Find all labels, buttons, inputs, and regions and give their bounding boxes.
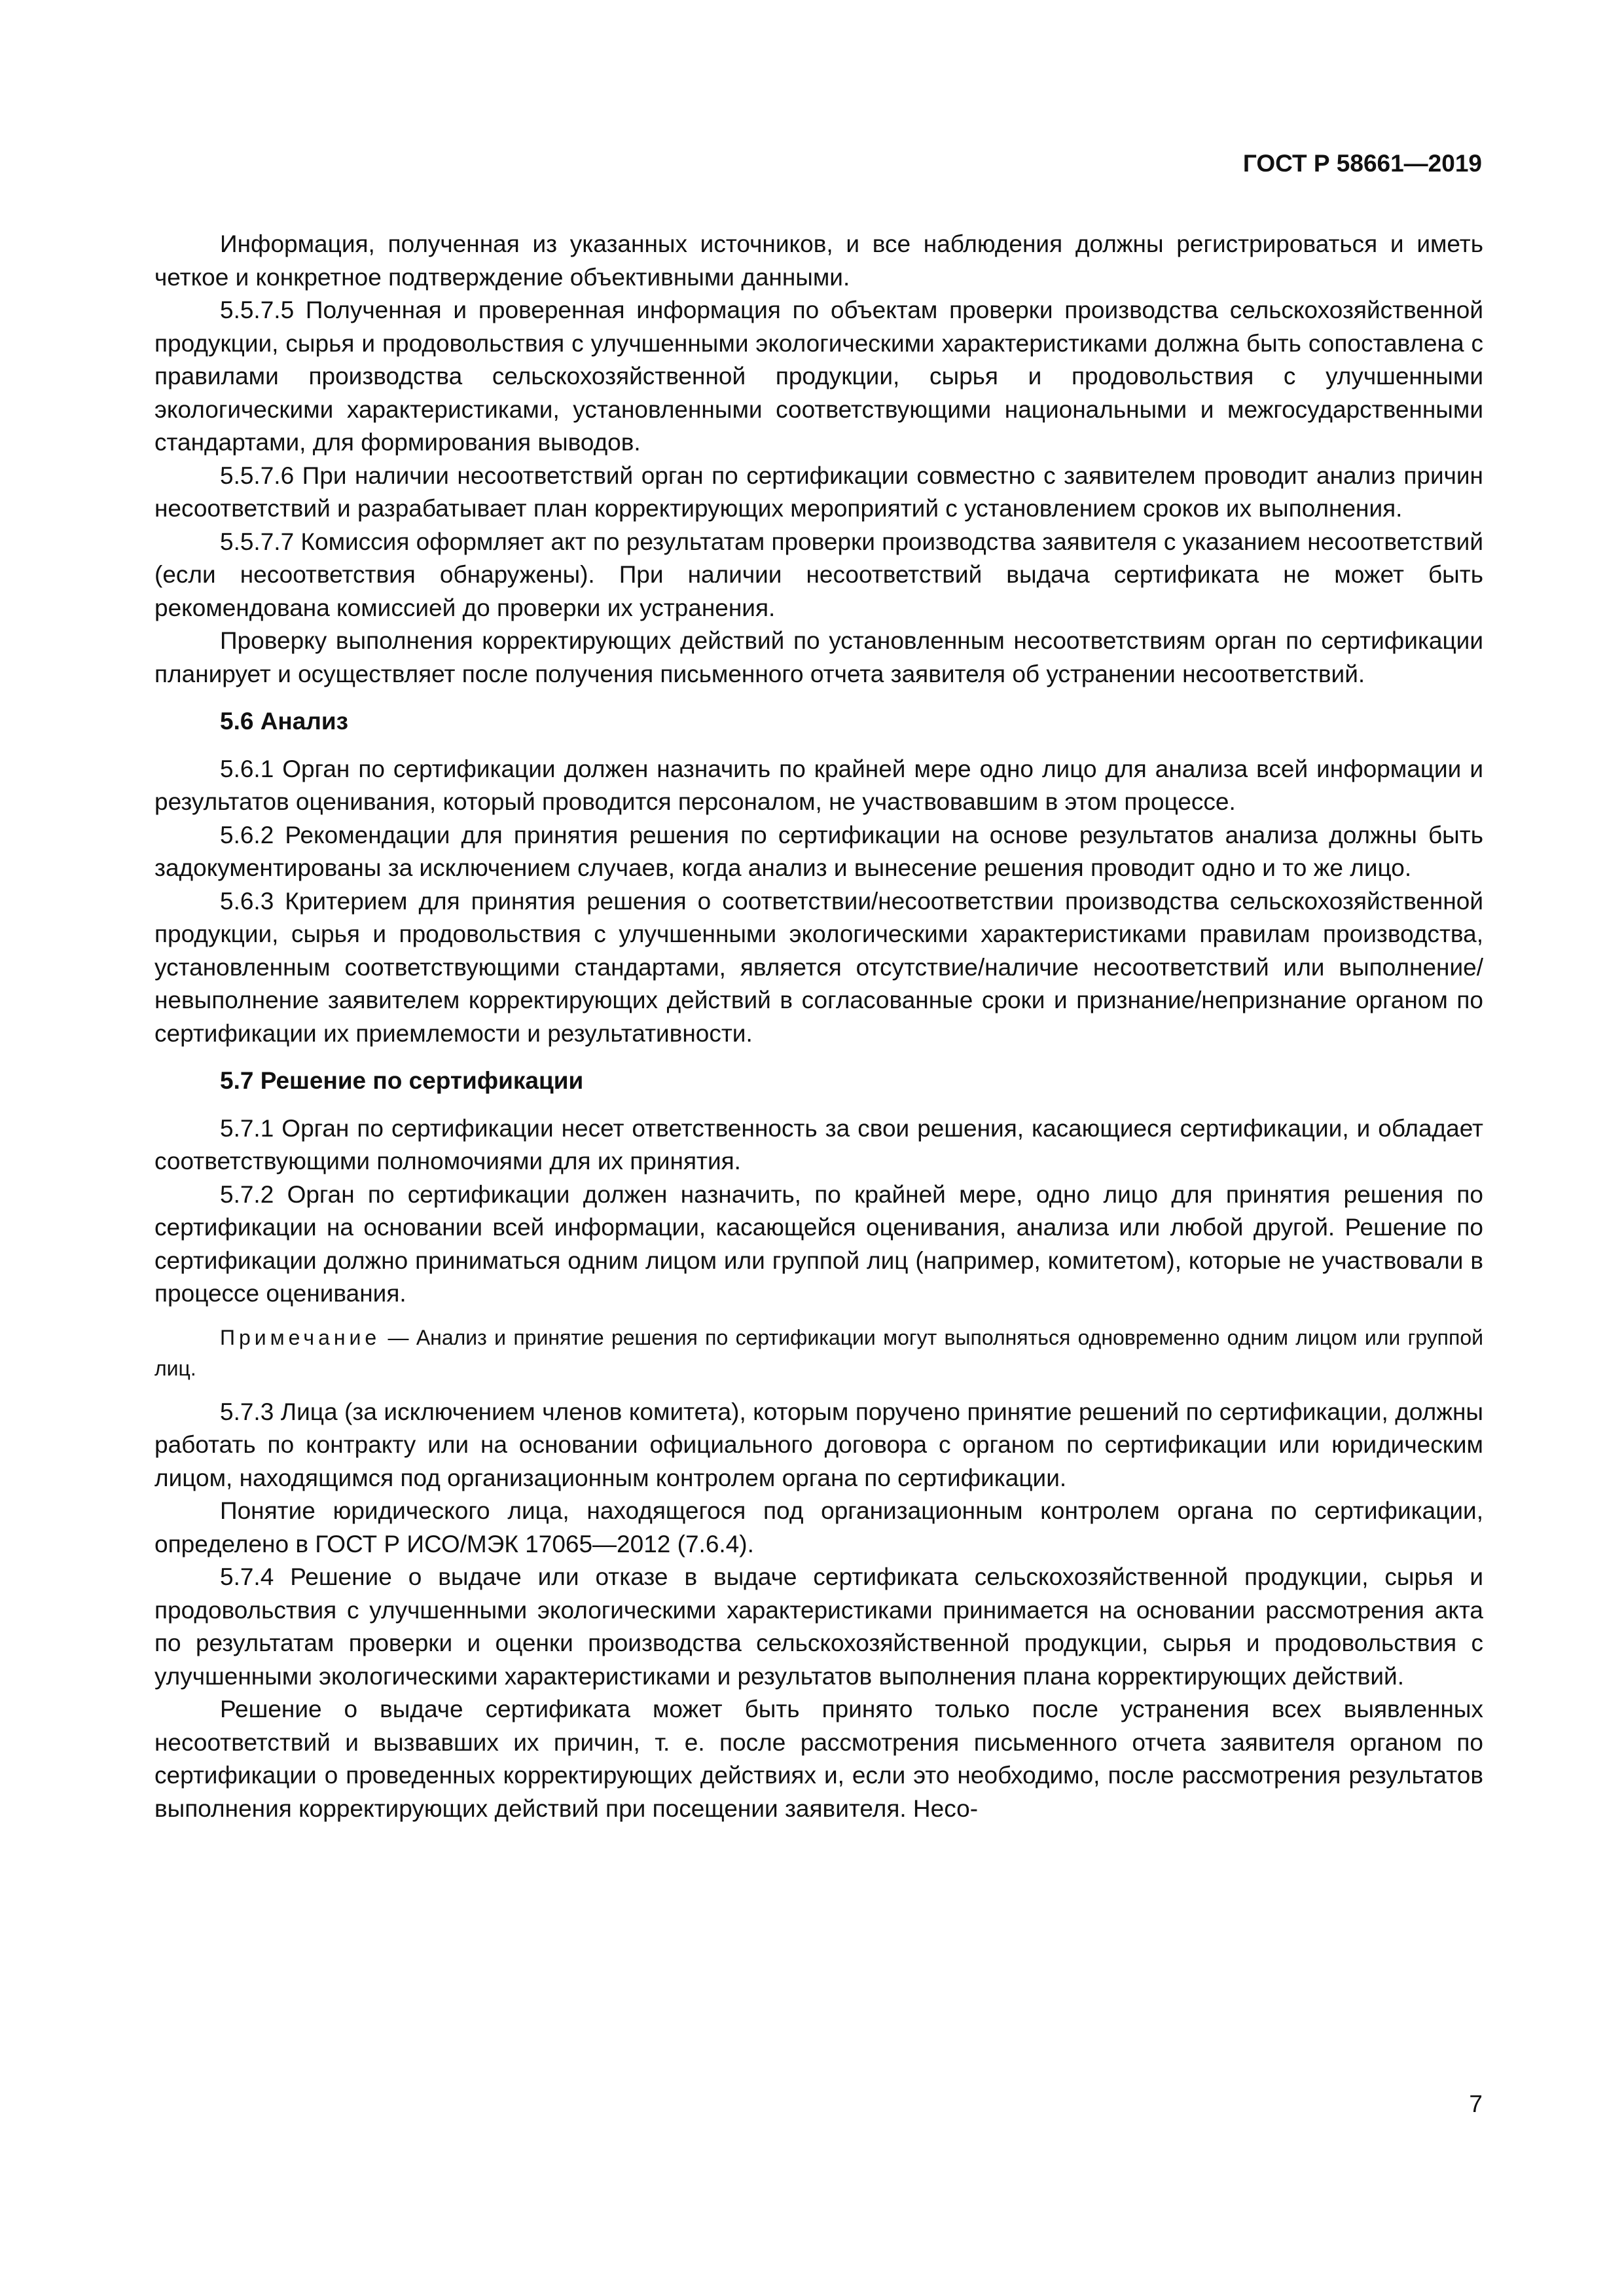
paragraph: Проверку выполнения корректирующих действий по установленным несоответствиям орган по сертификации планирует и осуществляет после получения письменного отчета заявителя об устранении несоответствий. (154, 627, 1483, 687)
paragraph-5-7-2: 5.7.2 Орган по сертификации должен назначить, по крайней мере, одно лицо для принятия решения по сертификации на основании всей информации, касающейся оценивания, анализа или любой другой. Решение по сертификации должно приниматься одним лицом или группой лиц (например, комитетом), которые не участвовали в процессе оценивания. (154, 1180, 1483, 1307)
note-label: Примечание (220, 1325, 381, 1349)
paragraph: Информация, полученная из указанных источников, и все наблюдения должны регистрироваться и иметь четкое и конкретное подтверждение объективными данными. (154, 230, 1483, 291)
section-heading-5-6: 5.6 Анализ (220, 708, 349, 735)
paragraph-5-5-7-6: 5.5.7.6 При наличии несоответствий орган по сертификации совместно с заявителем проводит анализ причин несоответствий и разрабатывает план корректирующих мероприятий с установлением сроков их выполнения. (154, 462, 1483, 522)
paragraph-5-7-3: 5.7.3 Лица (за исключением членов комитета), которым поручено принятие решений по сертификации, должны работать по контракту или на основании официального договора с органом по сертификации или юридическим лицом, находящимся под организационным контролем органа по сертификации. (154, 1398, 1483, 1491)
page-number: 7 (1469, 2090, 1483, 2117)
paragraph-5-6-3: 5.6.3 Критерием для принятия решения о соответствии/несоответствии производства сельскохозяйственной продукции, сырья и продовольствия с улучшенными экологическими характеристиками правилам производства, установленным соответствующими стандартами, является отсутствие/наличие несоответствий или выполнение/невыполнение заявителем корректирующих действий в согласованные сроки и признание/непризнание органом по сертификации их приемлемости и результативности. (154, 887, 1483, 1047)
paragraph-5-5-7-7: 5.5.7.7 Комиссия оформляет акт по результатам проверки производства заявителя с указанием несоответствий (если несоответствия обнаружены). При наличии несоответствий выдача сертификата не может быть рекомендована комиссией до проверки их устранения. (154, 528, 1483, 621)
section-heading-5-7: 5.7 Решение по сертификации (220, 1067, 584, 1094)
paragraph-5-7-4: 5.7.4 Решение о выдаче или отказе в выдаче сертификата сельскохозяйственной продукции, сырья и продовольствия с улучшенными экологическими характеристиками принимается на основании рассмотрения акта по результатам проверки и оценки производства сельскохозяйственной продукции, сырья и продовольствия с улучшенными экологическими характеристиками и результатов выполнения плана корректирующих действий. (154, 1563, 1483, 1690)
paragraph: Понятие юридического лица, находящегося под организационным контролем органа по сертификации, определено в ГОСТ Р ИСО/МЭК 17065—2012 (7.6.4). (154, 1497, 1483, 1558)
document-code-header: ГОСТ Р 58661—2019 (1242, 150, 1482, 177)
page-body (154, 228, 1483, 1825)
note (154, 1322, 1483, 1384)
paragraph-5-7-1: 5.7.1 Орган по сертификации несет ответственность за свои решения, касающиеся сертификации, и обладает соответствующими полномочиями для их принятия. (154, 1114, 1483, 1175)
paragraph-5-5-7-5: 5.5.7.5 Полученная и проверенная информация по объектам проверки производства сельскохозяйственной продукции, сырья и продовольствия с улучшенными экологическими характеристиками должна быть сопоставлена с правилами производства сельскохозяйственной продукции, сырья и продовольствия с улучшенными экологическими характеристиками, установленными соответствующими национальными и межгосударственными стандартами, для формирования выводов. (154, 297, 1483, 456)
paragraph-5-6-1: 5.6.1 Орган по сертификации должен назначить по крайней мере одно лицо для анализа всей информации и результатов оценивания, который проводится персоналом, не участвовавшим в этом процессе. (154, 755, 1483, 815)
paragraph: Решение о выдаче сертификата может быть принято только после устранения всех выявленных несоответствий и вызвавших их причин, т. е. после рассмотрения письменного отчета заявителя органом по сертификации о проведенных корректирующих действиях и, если это необходимо, после рассмотрения результатов выполнения корректирующих действий при посещении заявителя. Несо- (154, 1696, 1483, 1822)
note-text: — Анализ и принятие решения по сертификации могут выполняться одновременно одним лицом или группой лиц. (154, 1325, 1483, 1380)
paragraph-5-6-2: 5.6.2 Рекомендации для принятия решения по сертификации на основе результатов анализа должны быть задокументированы за исключением случаев, когда анализ и вынесение решения проводит одно и то же лицо. (154, 821, 1483, 881)
